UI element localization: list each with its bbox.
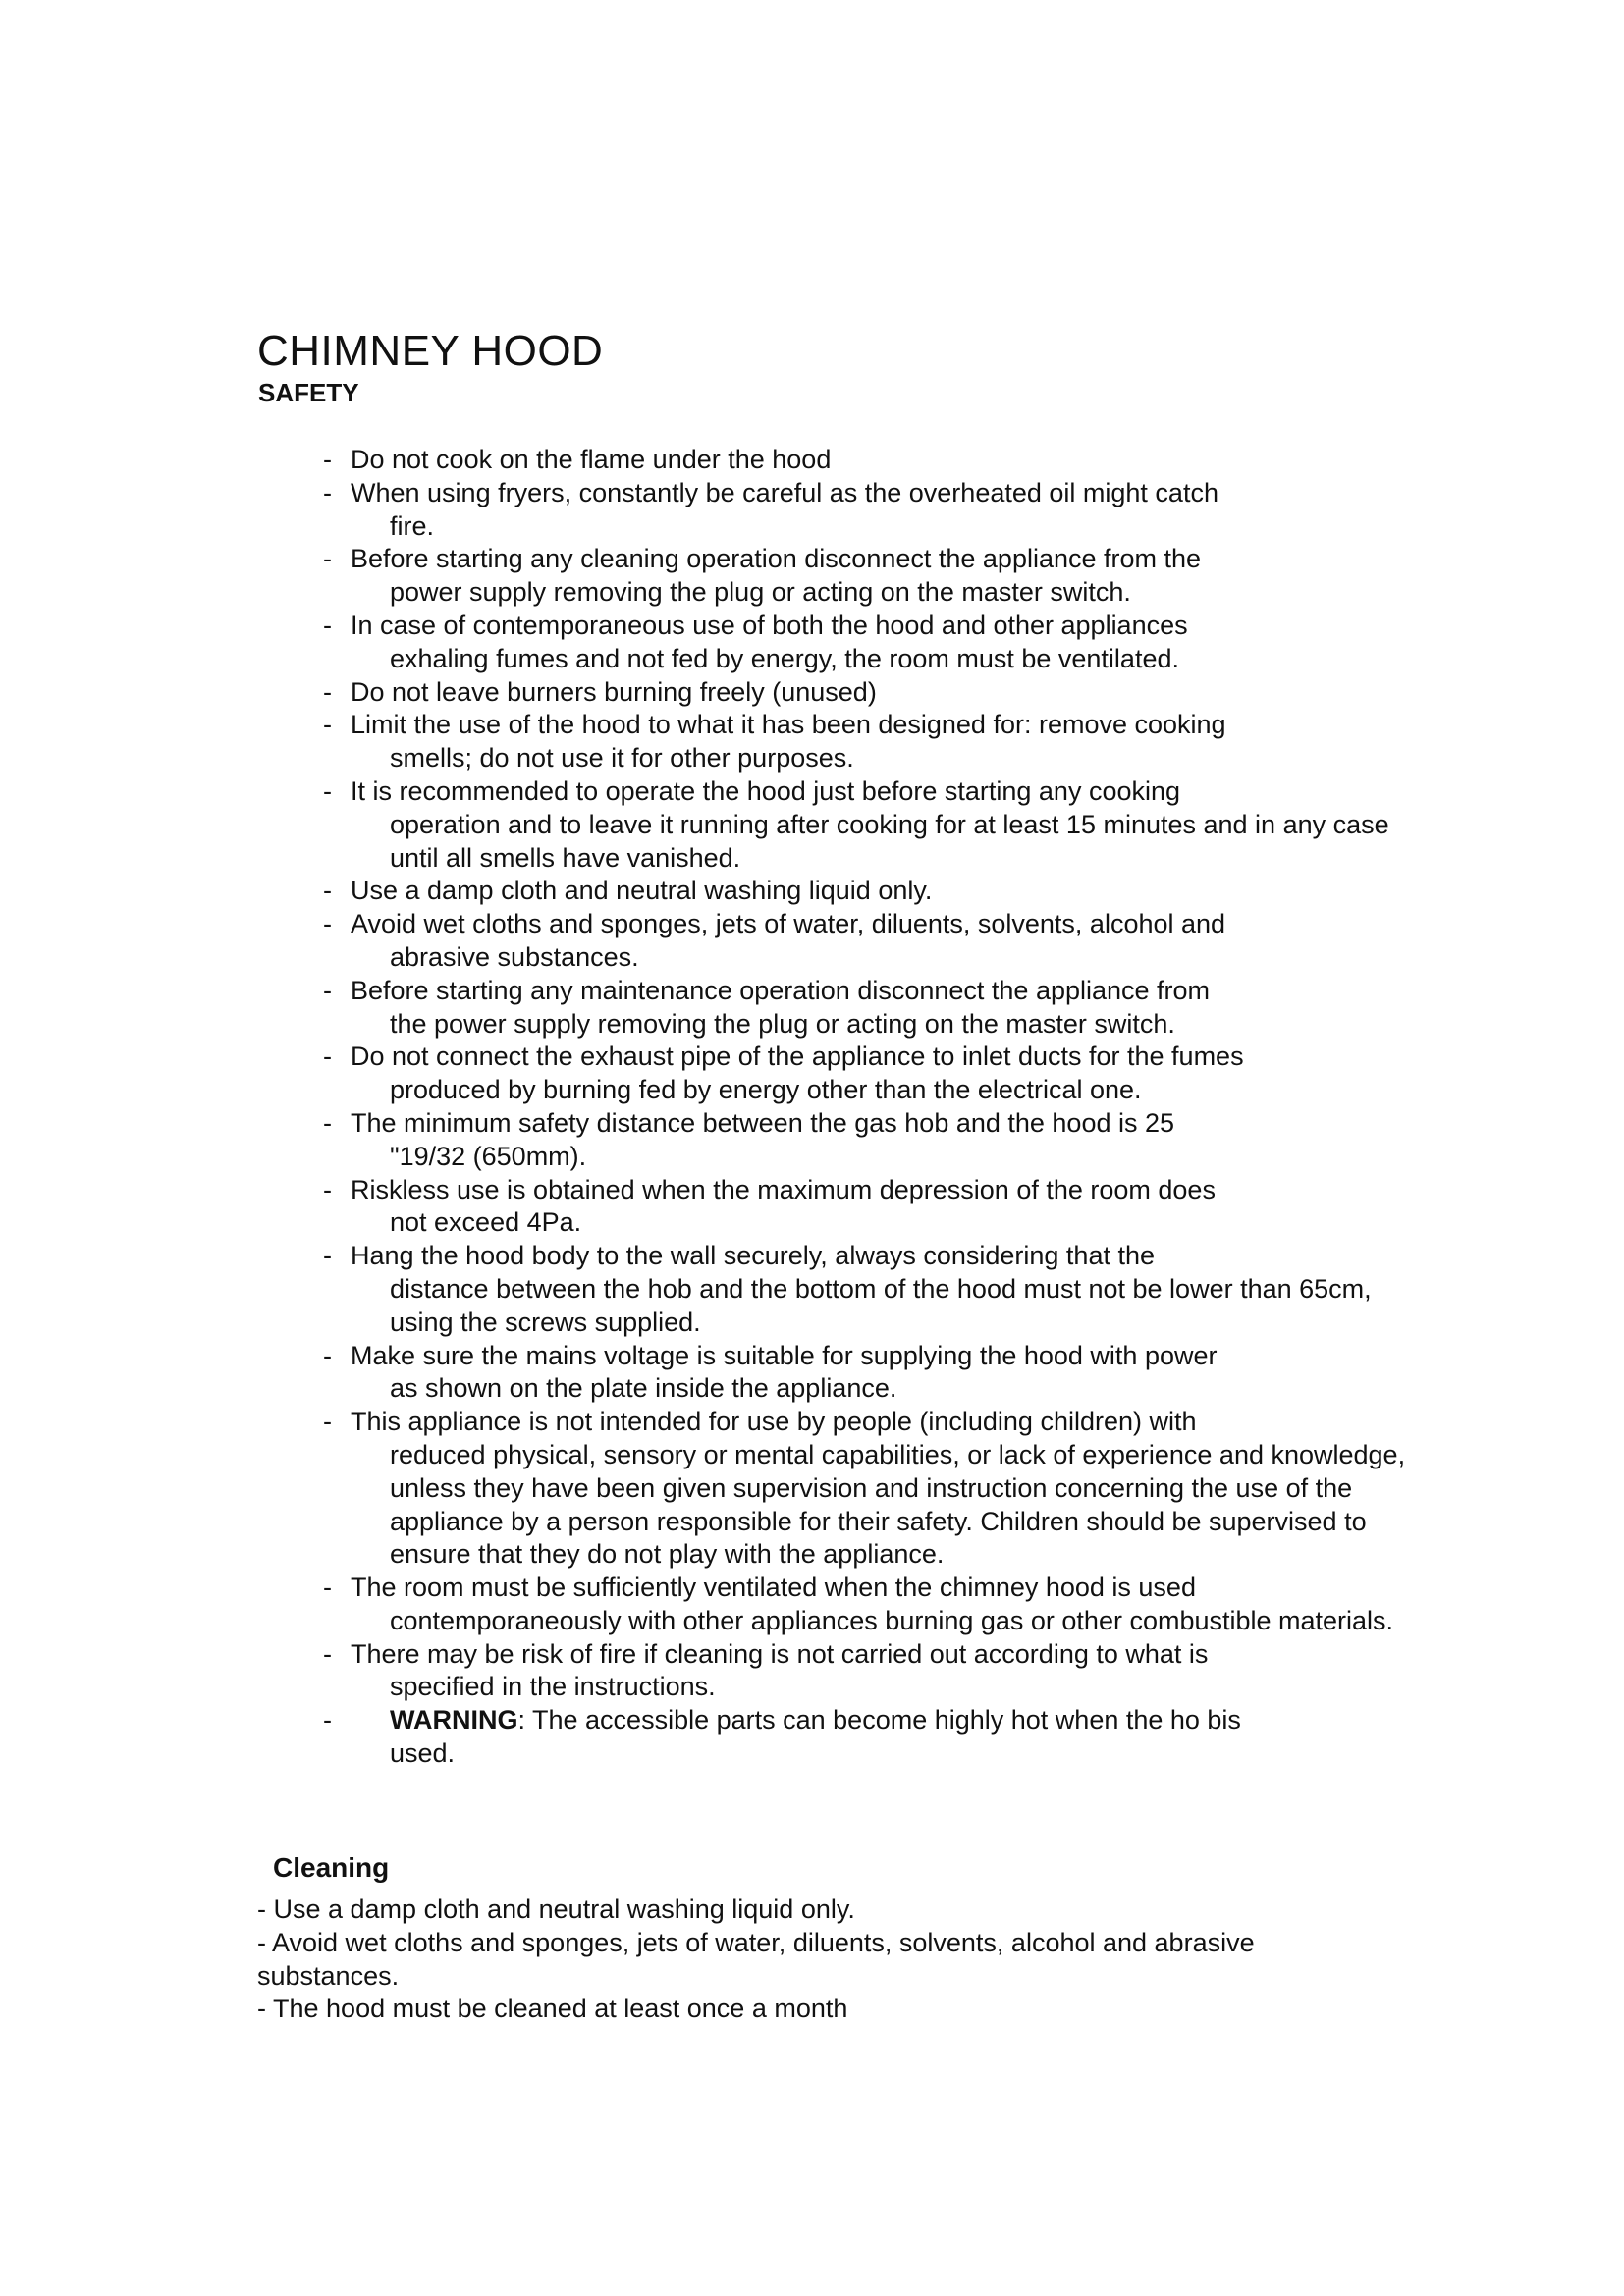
bullet-dash: - <box>323 676 332 707</box>
list-item <box>319 610 1409 676</box>
bullet-dash: - <box>323 445 332 474</box>
list-item-continuation: as shown on the plate inside the appliance. <box>390 1373 897 1404</box>
cleaning-line: - Avoid wet cloths and sponges, jets of water, diluents, solvents, alcohol and abrasive substances. <box>257 1927 1255 1991</box>
warning-label: WARNING <box>390 1705 518 1735</box>
list-item-text: Do not connect the exhaust pipe of the appliance to inlet ducts for the fumes <box>351 1041 1244 1072</box>
list-item-text: The room must be sufficiently ventilated when the chimney hood is used <box>351 1573 1196 1603</box>
list-item-text: When using fryers, constantly be careful as the overheated oil might catch <box>351 477 1218 507</box>
bullet-dash: - <box>323 544 332 574</box>
list-item-text: Riskless use is obtained when the maximum depression of the room does <box>351 1174 1216 1204</box>
cleaning-line: - Use a damp cloth and neutral washing liquid only. <box>257 1895 855 1924</box>
list-item-text: Avoid wet cloths and sponges, jets of water, diluents, solvents, alcohol and <box>351 909 1226 939</box>
list-item-continuation: produced by burning fed by energy other than the electrical one. <box>390 1075 1142 1105</box>
bullet-dash: - <box>323 710 332 740</box>
warning-item <box>319 1704 1409 1771</box>
bullet-dash: - <box>323 477 332 507</box>
list-item-continuation: used. <box>390 1738 456 1769</box>
list-item-text: Make sure the mains voltage is suitable for supplying the hood with power <box>351 1340 1218 1370</box>
list-item-continuation: exhaling fumes and not fed by energy, the room must be ventilated. <box>390 643 1179 673</box>
bullet-dash: - <box>323 975 332 1005</box>
list-item <box>319 1572 1409 1638</box>
bullet-dash: - <box>323 1241 332 1271</box>
list-item <box>319 1406 1409 1572</box>
bullet-dash: - <box>323 1573 332 1603</box>
safety-list <box>319 444 1409 1771</box>
list-item-continuation: specified in the instructions. <box>390 1672 716 1702</box>
list-item <box>319 975 1409 1041</box>
list-item-text: Do not cook on the flame under the hood <box>351 445 832 474</box>
section-title-cleaning: Cleaning <box>273 1852 390 1883</box>
list-item <box>319 1041 1409 1107</box>
list-item-text: Do not leave burners burning freely (unused) <box>351 676 877 707</box>
list-item-continuation: contemporaneously with other appliances burning gas or other combustible materials. <box>390 1605 1394 1635</box>
list-item <box>319 875 1409 908</box>
list-item <box>319 775 1409 875</box>
list-item-text: This appliance is not intended for use by people (including children) with <box>351 1407 1197 1437</box>
warning-body: : The accessible parts can become highly hot when the ho bis <box>517 1705 1241 1735</box>
list-item <box>319 1174 1409 1241</box>
bullet-dash: - <box>323 1174 332 1204</box>
list-item-continuation: smells; do not use it for other purposes. <box>390 743 854 774</box>
list-item-text: Limit the use of the hood to what it has been designed for: remove cooking <box>351 710 1226 740</box>
bullet-dash: - <box>323 909 332 939</box>
list-item <box>319 1638 1409 1705</box>
list-item-continuation: abrasive substances. <box>390 941 639 972</box>
bullet-dash: - <box>323 1705 332 1735</box>
list-item <box>319 908 1409 975</box>
bullet-dash: - <box>323 1041 332 1072</box>
list-item-continuation: power supply removing the plug or acting on the master switch. <box>390 577 1131 608</box>
bullet-dash: - <box>323 775 332 806</box>
bullet-dash: - <box>323 1340 332 1370</box>
page-title: CHIMNEY HOOD <box>257 327 604 375</box>
list-item-continuation: operation and to leave it running after cooking for at least 15 minutes and in any case until all smells have vanished. <box>390 809 1389 873</box>
cleaning-instructions <box>257 1894 1386 2026</box>
list-item-continuation: reduced physical, sensory or mental capabilities, or lack of experience and knowledge, unless they have been given supervision and instruction concerning the use of the appliance by a person responsible for their safety. Children should be supervised to ensure that they do not play with the appliance. <box>390 1439 1406 1570</box>
cleaning-line: - The hood must be cleaned at least once a month <box>257 1994 848 2024</box>
list-item-text: Use a damp cloth and neutral washing liquid only. <box>351 876 933 906</box>
bullet-dash: - <box>323 876 332 906</box>
list-item-text: Hang the hood body to the wall securely, always considering that the <box>351 1241 1155 1271</box>
list-item-continuation: fire. <box>390 510 435 541</box>
list-item-continuation: the power supply removing the plug or acting on the master switch. <box>390 1008 1175 1039</box>
list-item-text: Before starting any cleaning operation disconnect the appliance from the <box>351 544 1202 574</box>
section-title-safety: SAFETY <box>258 378 359 407</box>
bullet-dash: - <box>323 1407 332 1437</box>
list-item <box>319 543 1409 610</box>
list-item-continuation: distance between the hob and the bottom of the hood must not be lower than 65cm, using the screws supplied. <box>390 1273 1372 1337</box>
list-item <box>319 1240 1409 1339</box>
bullet-dash: - <box>323 1107 332 1138</box>
list-item <box>319 709 1409 775</box>
bullet-dash: - <box>323 1638 332 1669</box>
list-item-continuation: "19/32 (650mm). <box>390 1141 587 1171</box>
warning-text <box>351 1704 1409 1737</box>
list-item-text: In case of contemporaneous use of both the hood and other appliances <box>351 610 1188 640</box>
list-item-text: Before starting any maintenance operation disconnect the appliance from <box>351 975 1211 1005</box>
list-item <box>319 676 1409 710</box>
list-item-text: There may be risk of fire if cleaning is not carried out according to what is <box>351 1638 1209 1669</box>
list-item <box>319 477 1409 544</box>
list-item <box>319 444 1409 477</box>
list-item-text: The minimum safety distance between the gas hob and the hood is 25 <box>351 1107 1175 1138</box>
bullet-dash: - <box>323 610 332 640</box>
list-item <box>319 1340 1409 1407</box>
list-item <box>319 1107 1409 1174</box>
list-item-text: It is recommended to operate the hood just before starting any cooking <box>351 775 1181 806</box>
list-item-continuation: not exceed 4Pa. <box>390 1207 582 1238</box>
